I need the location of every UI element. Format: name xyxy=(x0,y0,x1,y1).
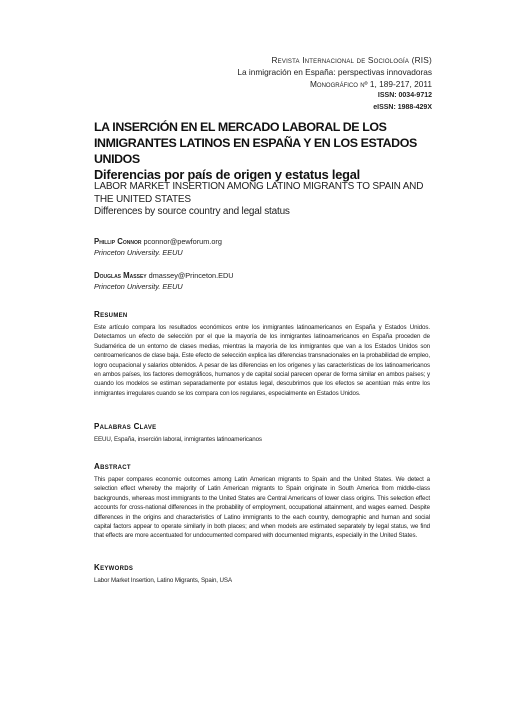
spanish-title-block xyxy=(94,119,430,183)
resumen-heading: Resumen xyxy=(94,310,128,319)
abstract-text: This paper compares economic outcomes among Latin American migrants to Spain and the United States. We detect a selection effect whereby the majority of Latin American migrants to Spain originate in South America from middle-class backgrounds, whereas most immigrants to the United States are Central Americans of lower class origins. This selection effect accounts for cross-national differences in the probability of employment, occupational attainment, and wages earned. Despite differences in the origins and characteristics of Latino immigrants to the each country, demographic and human and social capital factors appear to operate similarly in both places; and when models are estimated separately by legal status, we find that effects are more accentuated for undocumented compared with documented migrants, especially in the United States. xyxy=(94,476,430,540)
issn: ISSN: 0034-9712 xyxy=(377,92,432,99)
english-subtitle: Differences by source country and legal status xyxy=(94,206,290,217)
spanish-subtitle: Diferencias por país de origen y estatus legal xyxy=(94,167,361,182)
resumen-text: Este artículo compara los resultados económicos entre los inmigrantes latinoamericanos en España y Estados Unidos. Detectamos un efecto de selección por el que la mayoría de los inmigrantes latinoamericanos en España proceden de Sudamérica de un entorno de clases medias, mientras la mayoría de los inmigrantes que van a los Estados Unidos son centroamericanos de clase baja. Este efecto de selección explica las diferencias transnacionales en la probabilidad de empleo, logro ocupacional y salarios obtenidos. A pesar de las diferencias en los orígenes y las características de los latinoamericanos en ambos países, los factores demográficos, humanos y de capital social parecen operar de forma similar en ambos países; y cuando los modelos se estiman separadamente por estatus legal, descubrimos que los efectos se acentúan más entre los inmigrantes irregulares cuando se los compara con los regulares, especialmente en Estados Unidos. xyxy=(94,324,430,397)
english-title: LABOR MARKET INSERTION AMONG LATINO MIGRANTS TO SPAIN AND THE UNITED STATES xyxy=(94,181,424,205)
palabras-clave-heading: Palabras Clave xyxy=(94,422,157,431)
author-name: Phillip Connor xyxy=(94,237,142,246)
author-name: Douglas Massey xyxy=(94,271,147,280)
spanish-title: LA INSERCIÓN EN EL MERCADO LABORAL DE LOS INMIGRANTES LATINOS EN ESPAÑA Y EN LOS ESTADOS UNIDOS xyxy=(94,120,417,166)
keywords-text: Labor Market Insertion, Latino Migrants, Spain, USA xyxy=(94,577,232,584)
journal-name: Revista Internacional de Sociología (RIS) xyxy=(271,55,432,65)
author-block xyxy=(94,236,430,258)
author-block xyxy=(94,270,430,292)
author-email[interactable]: dmassey@Princeton.EDU xyxy=(148,271,234,280)
author-institution: Princeton University. EEUU xyxy=(94,248,183,257)
keywords-section xyxy=(94,563,430,585)
english-title-block xyxy=(94,181,430,219)
abstract-section xyxy=(94,462,430,541)
eissn: eISSN: 1988-429X xyxy=(373,104,432,111)
palabras-clave-text: EEUU, España, inserción laboral, inmigrantes latinoamericanos xyxy=(94,436,262,443)
author-institution: Princeton University. EEUU xyxy=(94,282,183,291)
keywords-heading: Keywords xyxy=(94,563,134,572)
monograph-info: Monográfico nº 1, 189-217, 2011 xyxy=(309,79,432,89)
journal-masthead xyxy=(237,54,432,114)
resumen-section xyxy=(94,310,430,398)
palabras-clave-section xyxy=(94,422,430,444)
author-email[interactable]: pconnor@pewforum.org xyxy=(143,237,222,246)
abstract-heading: Abstract xyxy=(94,462,131,471)
issue-title: La inmigración en España: perspectivas innovadoras xyxy=(237,67,432,77)
